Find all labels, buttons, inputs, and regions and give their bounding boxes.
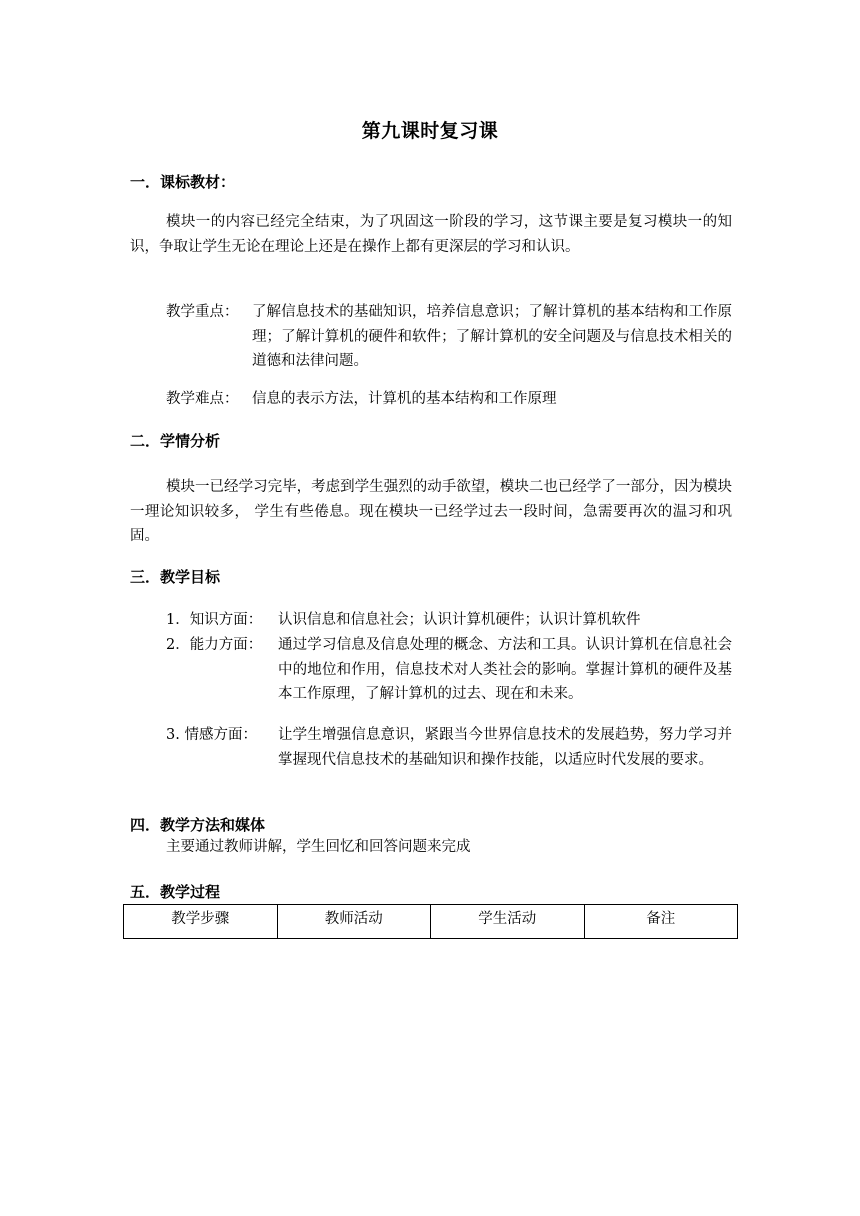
table-header-cell: 备注 — [584, 905, 738, 939]
objective-label: 3. 情感方面： — [166, 727, 257, 743]
section-2-heading: 二．学情分析 — [130, 432, 221, 450]
page-title: 第九课时复习课 — [361, 120, 499, 142]
table-header-cell: 教师活动 — [277, 905, 431, 939]
section-3-heading: 三．教学目标 — [130, 568, 221, 586]
difficulties-text: 信息的表示方法，计算机的基本结构和工作原理 — [252, 391, 557, 407]
key-points-label: 教学重点： — [166, 304, 239, 320]
section-2-paragraph: 模块一已经学习完毕，考虑到学生强烈的动手欲望，模块二也已经学了一部分，因为模块一理论知识较多， 学生有些倦息。现在模块一已经学过去一段时间，急需要再次的温习和巩固。 — [130, 479, 732, 544]
objective-label: 2．能力方面： — [166, 637, 263, 653]
objective-text: 认识信息和信息社会；认识计算机硬件；认识计算机软件 — [278, 612, 641, 628]
section-1-heading: 一．课标教材： — [130, 173, 236, 191]
table-row — [124, 905, 738, 939]
objective-label: 1．知识方面： — [166, 612, 263, 628]
section-5-heading: 五．教学过程 — [130, 883, 221, 901]
key-points-text: 了解信息技术的基础知识，培养信息意识；了解计算机的基本结构和工作原理；了解计算机的硬件和软件；了解计算机的安全问题及与信息技术相关的道德和法律问题。 — [252, 304, 732, 369]
teaching-process-table — [123, 904, 738, 939]
section-1-paragraph: 模块一的内容已经完全结束，为了巩固这一阶段的学习，这节课主要是复习模块一的知识，争取让学生无论在理论上还是在操作上都有更深层的学习和认识。 — [130, 214, 732, 255]
difficulties-label: 教学难点： — [166, 391, 239, 407]
table-header-cell: 教学步骤 — [124, 905, 278, 939]
section-4-heading: 四．教学方法和媒体 — [130, 816, 266, 834]
objective-text: 让学生增强信息意识，紧跟当今世界信息技术的发展趋势，努力学习并掌握现代信息技术的基础知识和操作技能，以适应时代发展的要求。 — [278, 727, 732, 768]
objective-text: 通过学习信息及信息处理的概念、方法和工具。认识计算机在信息社会中的地位和作用，信息技术对人类社会的影响。掌握计算机的硬件及基本工作原理，了解计算机的过去、现在和未来。 — [278, 637, 732, 702]
section-4-text: 主要通过教师讲解，学生回忆和回答问题来完成 — [166, 839, 471, 855]
table-header-cell: 学生活动 — [431, 905, 585, 939]
